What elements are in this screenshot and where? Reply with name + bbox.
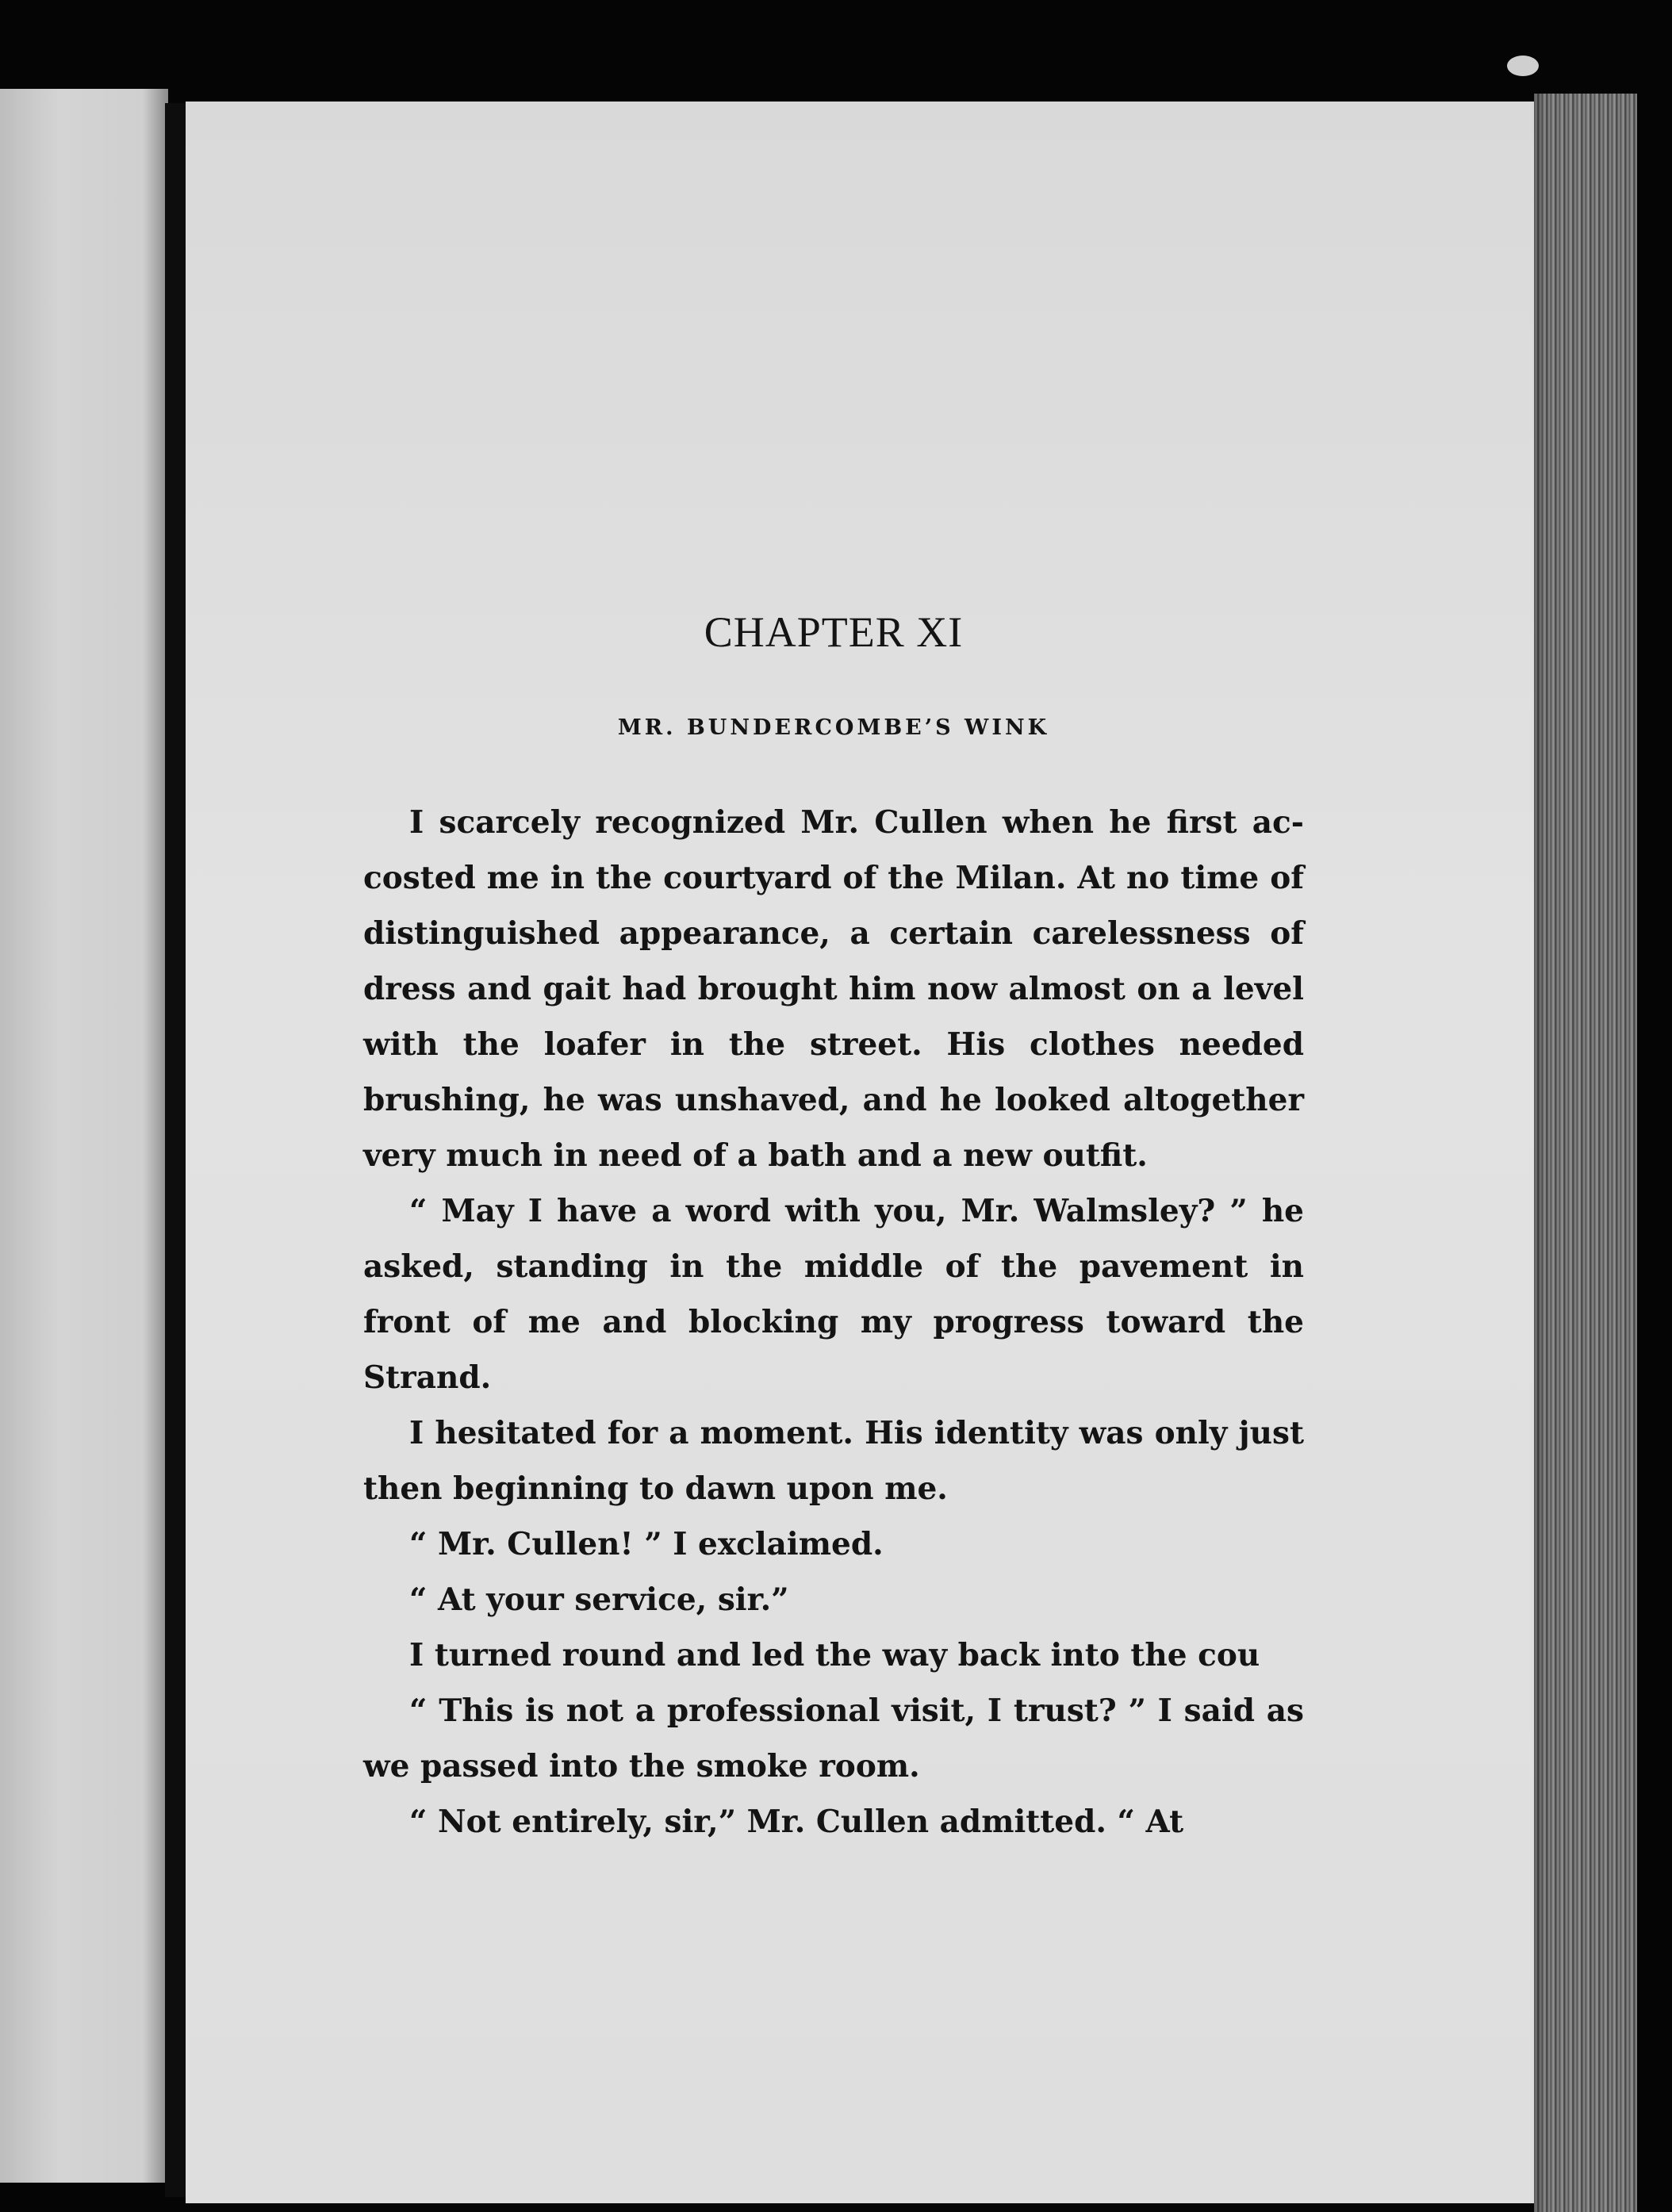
page-content: [363, 0, 1304, 2212]
scan-corner-mark: [1507, 56, 1539, 76]
chapter-title: CHAPTER XI: [704, 608, 964, 656]
chapter-subtitle: MR. BUNDERCOMBE’S WINK: [617, 715, 1050, 740]
book-gutter: [165, 103, 186, 2197]
paragraph: I hesitated for a moment. His identity was only just then beginning to dawn upon me.: [363, 1415, 1304, 1507]
paragraph: “ At your service, sir.”: [409, 1581, 789, 1618]
previous-page-edge: [0, 89, 168, 2183]
paragraph: I scarcely recognized Mr. Cullen when he first ac- costed me in the courtyard of the Milan. At no time of distinguished appearance, a certain carelessness of dress and gait had brought him now almost on a level with the loafer in the street. His clothes needed brushing, he was unshaved, and he looked altogether very much in need of a bath and a new outfit.: [363, 804, 1304, 1174]
page-block-edges: [1534, 94, 1637, 2212]
paragraph: “ Mr. Cullen! ” I exclaimed.: [409, 1526, 884, 1562]
paragraph: I turned round and led the way back into the cou: [409, 1637, 1260, 1673]
paragraph: “ This is not a professional visit, I trust? ” I said as we passed into the smoke room.: [363, 1693, 1304, 1785]
chapter-body: [363, 795, 1304, 1850]
paragraph: “ Not entirely, sir,” Mr. Cullen admitted. “ At: [409, 1804, 1184, 1840]
page-edge-shadow: [1534, 94, 1548, 2212]
paragraph: “ May I have a word with you, Mr. Walmsley? ” he asked, standing in the middle of the pavement in front of me and blocking my progress toward the Strand.: [363, 1193, 1304, 1396]
